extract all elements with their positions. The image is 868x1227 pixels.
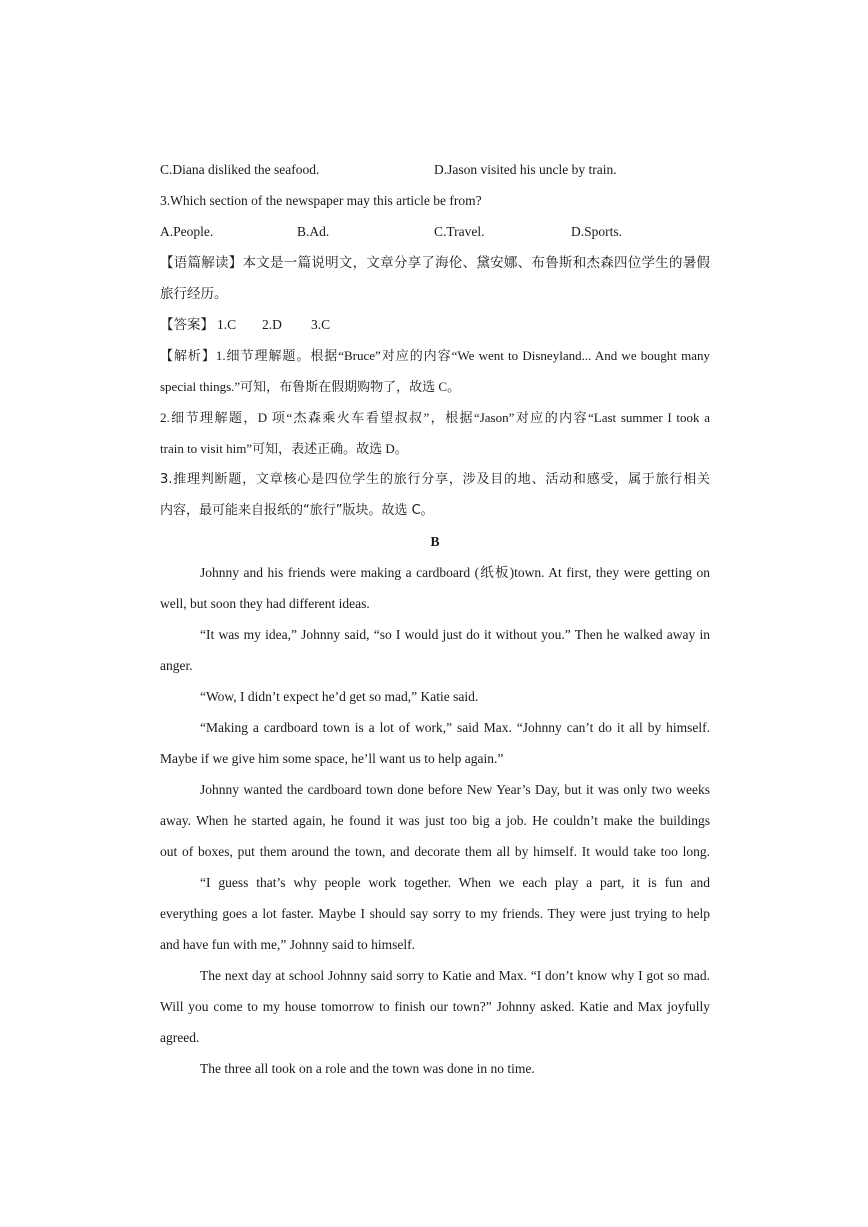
reading-summary-line-2: 旅行经历。 [160, 286, 228, 302]
explanation-1-line-2: special things.”可知，布鲁斯在假期购物了，故选 C。 [160, 379, 461, 394]
passage-p2-line-2: anger. [160, 658, 193, 673]
explanation-3-line-1: 3.推理判断题，文章核心是四位学生的旅行分享，涉及目的地、活动和感受，属于旅行相关 [160, 472, 710, 487]
q2-option-d: D.Jason visited his uncle by train. [434, 162, 617, 177]
passage-p6-line-3: and have fun with me,” Johnny said to himself. [160, 937, 415, 952]
passage-p3-line-1: “Wow, I didn’t expect he’d get so mad,” Katie said. [200, 689, 479, 704]
passage-p2-line-1: “It was my idea,” Johnny said, “so I would just do it without you.” Then he walked away in [200, 627, 710, 642]
passage-p4-line-1: “Making a cardboard town is a lot of work,” said Max. “Johnny can’t do it all by himself. [200, 720, 710, 735]
passage-p7-line-2: Will you come to my house tomorrow to finish our town?” Johnny asked. Katie and Max joyfully [160, 999, 710, 1014]
q3-option-a: A.People. [160, 224, 214, 239]
passage-p4-line-2: Maybe if we give him some space, he’ll want us to help again.” [160, 751, 504, 766]
q2-option-c: C.Diana disliked the seafood. [160, 162, 320, 177]
explanation-3-line-2: 内容，最可能来自报纸的“旅行”版块。故选 C。 [160, 503, 434, 518]
passage-p5-line-3: out of boxes, put them around the town, and decorate them all by himself. It would take too long. [160, 844, 710, 859]
passage-p6-line-1: “I guess that’s why people work together. When we each play a part, it is fun and [200, 875, 710, 890]
answer-1: 1.C [217, 317, 237, 332]
answer-label: 【答案】 [160, 317, 214, 333]
passage-p1-line-2: well, but soon they had different ideas. [160, 596, 370, 611]
answer-3: 3.C [311, 317, 331, 332]
q3-option-b: B.Ad. [297, 224, 330, 239]
explanation-2-line-1: 2.细节理解题，D 项“杰森乘火车看望叔叔”，根据“Jason”对应的内容“Last summer I took a [160, 410, 710, 425]
explanation-1-line-1: 【解析】1.细节理解题。根据“Bruce”对应的内容“We went to Disneyland... And we bought many [160, 348, 710, 363]
passage-p1-line-1: Johnny and his friends were making a cardboard (纸板)town. At first, they were getting on [200, 565, 710, 580]
q3-question: 3.Which section of the newspaper may this article be from? [160, 193, 482, 208]
passage-p5-line-1: Johnny wanted the cardboard town done before New Year’s Day, but it was only two weeks [200, 782, 710, 797]
reading-summary-line-1: 【语篇解读】本文是一篇说明文，文章分享了海伦、黛安娜、布鲁斯和杰森四位学生的暑假 [160, 255, 710, 271]
explanation-2-line-2: train to visit him”可知，表述正确。故选 D。 [160, 441, 408, 456]
passage-p7-line-1: The next day at school Johnny said sorry to Katie and Max. “I don’t know why I got so mad. [200, 968, 710, 983]
passage-p7-line-3: agreed. [160, 1030, 200, 1045]
passage-heading: B [430, 534, 440, 549]
q3-option-c: C.Travel. [434, 224, 485, 239]
q3-option-d: D.Sports. [571, 224, 623, 239]
passage-p5-line-2: away. When he started again, he found it was just too big a job. He couldn’t make the buildings [160, 813, 710, 828]
answer-2: 2.D [262, 317, 282, 332]
passage-p8-line-1: The three all took on a role and the town was done in no time. [200, 1061, 535, 1076]
passage-p6-line-2: everything goes a lot faster. Maybe I should say sorry to my friends. They were just trying to help [160, 906, 710, 921]
